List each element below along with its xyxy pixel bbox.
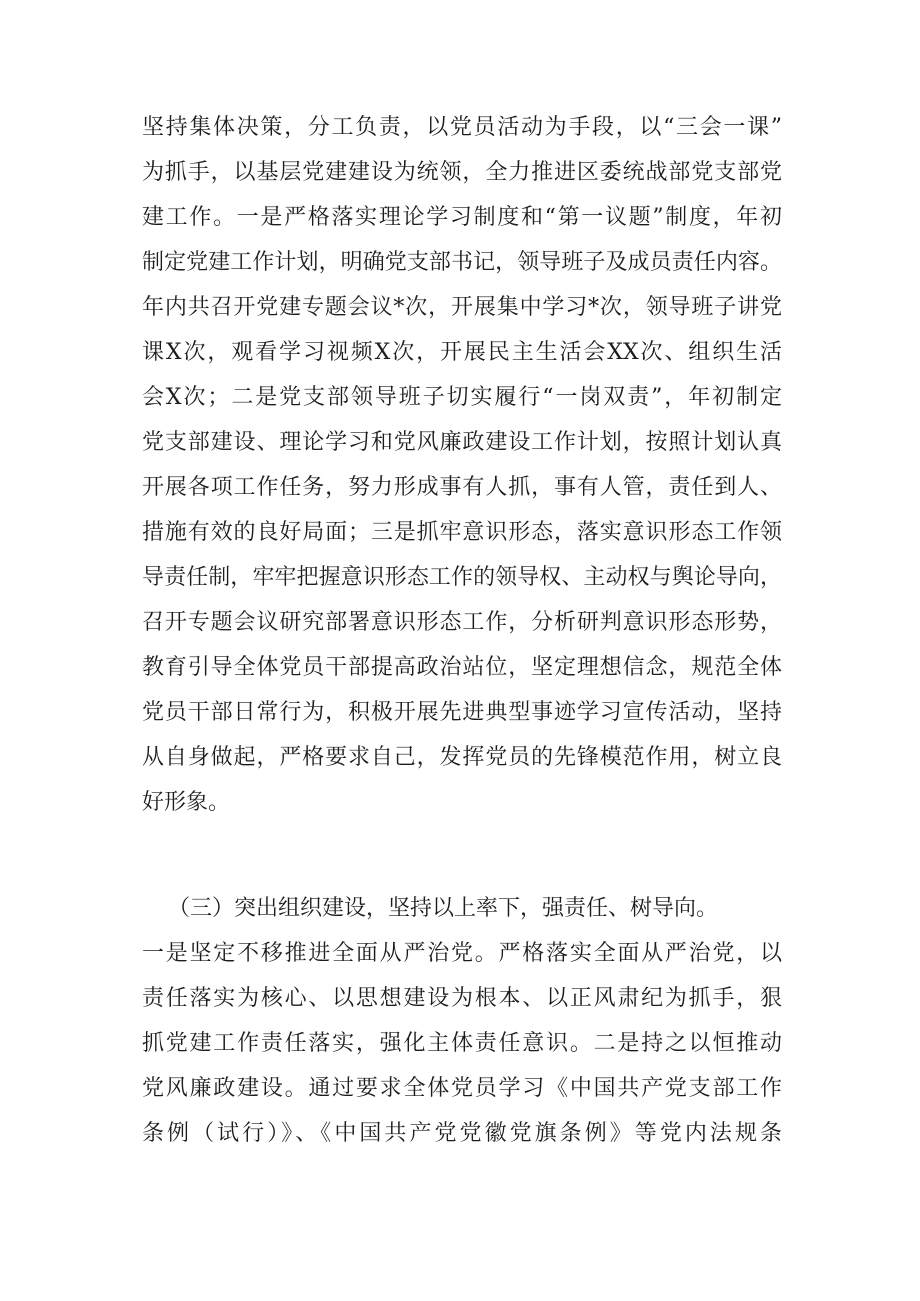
text-line: 党员干部日常行为，积极开展先进典型事迹学习宣传活动，坚持 (142, 700, 782, 725)
text-line: 教育引导全体党员干部提高政治站位，坚定理想信念，规范全体 (142, 655, 782, 680)
text-line: 措施有效的良好局面；三是抓牢意识形态，落实意识形态工作领 (142, 520, 782, 545)
text-line: 党风廉政建设。通过要求全体党员学习《中国共产党支部工作 (142, 1076, 782, 1101)
text-line: 开展各项工作任务，努力形成事有人抓，事有人管，责任到人、 (142, 475, 782, 500)
section-heading: （三）突出组织建设，坚持以上率下，强责任、树导向。 (168, 896, 719, 921)
text-line: 导责任制，牢牢把握意识形态工作的领导权、主动权与舆论导向， (142, 565, 782, 590)
paragraph-organization-building (142, 886, 782, 1156)
text-line: 年内共召开党建专题会议*次，开展集中学习*次，领导班子讲党 (142, 295, 782, 320)
text-line: 抓党建工作责任落实，强化主体责任意识。二是持之以恒推动 (142, 1031, 782, 1056)
text-line: 好形象。 (142, 790, 231, 815)
paragraph-party-building (142, 105, 782, 825)
text-line: 党支部建设、理论学习和党风廉政建设工作计划，按照计划认真 (142, 430, 782, 455)
text-line: 课X次，观看学习视频X次，开展民主生活会XX次、组织生活 (142, 340, 782, 365)
text-line: 一是坚定不移推进全面从严治党。严格落实全面从严治党，以 (142, 941, 782, 966)
text-line: 条例（试行）》、《中国共产党党徽党旗条例》等党内法规条 (142, 1121, 782, 1146)
text-line: 召开专题会议研究部署意识形态工作，分析研判意识形态形势， (142, 610, 782, 635)
text-line: 坚持集体决策，分工负责，以党员活动为手段，以“三会一课” (142, 115, 782, 140)
text-line: 会X次；二是党支部领导班子切实履行“一岗双责”，年初制定 (142, 385, 782, 410)
text-line: 为抓手，以基层党建建设为统领，全力推进区委统战部党支部党 (142, 160, 782, 185)
text-line: 从自身做起，严格要求自己，发挥党员的先锋模范作用，树立良 (142, 745, 782, 770)
text-line: 制定党建工作计划，明确党支部书记，领导班子及成员责任内容。 (142, 250, 782, 275)
text-line: 责任落实为核心、以思想建设为根本、以正风肃纪为抓手，狠 (142, 986, 782, 1011)
text-line: 建工作。一是严格落实理论学习制度和“第一议题”制度，年初 (142, 205, 782, 230)
